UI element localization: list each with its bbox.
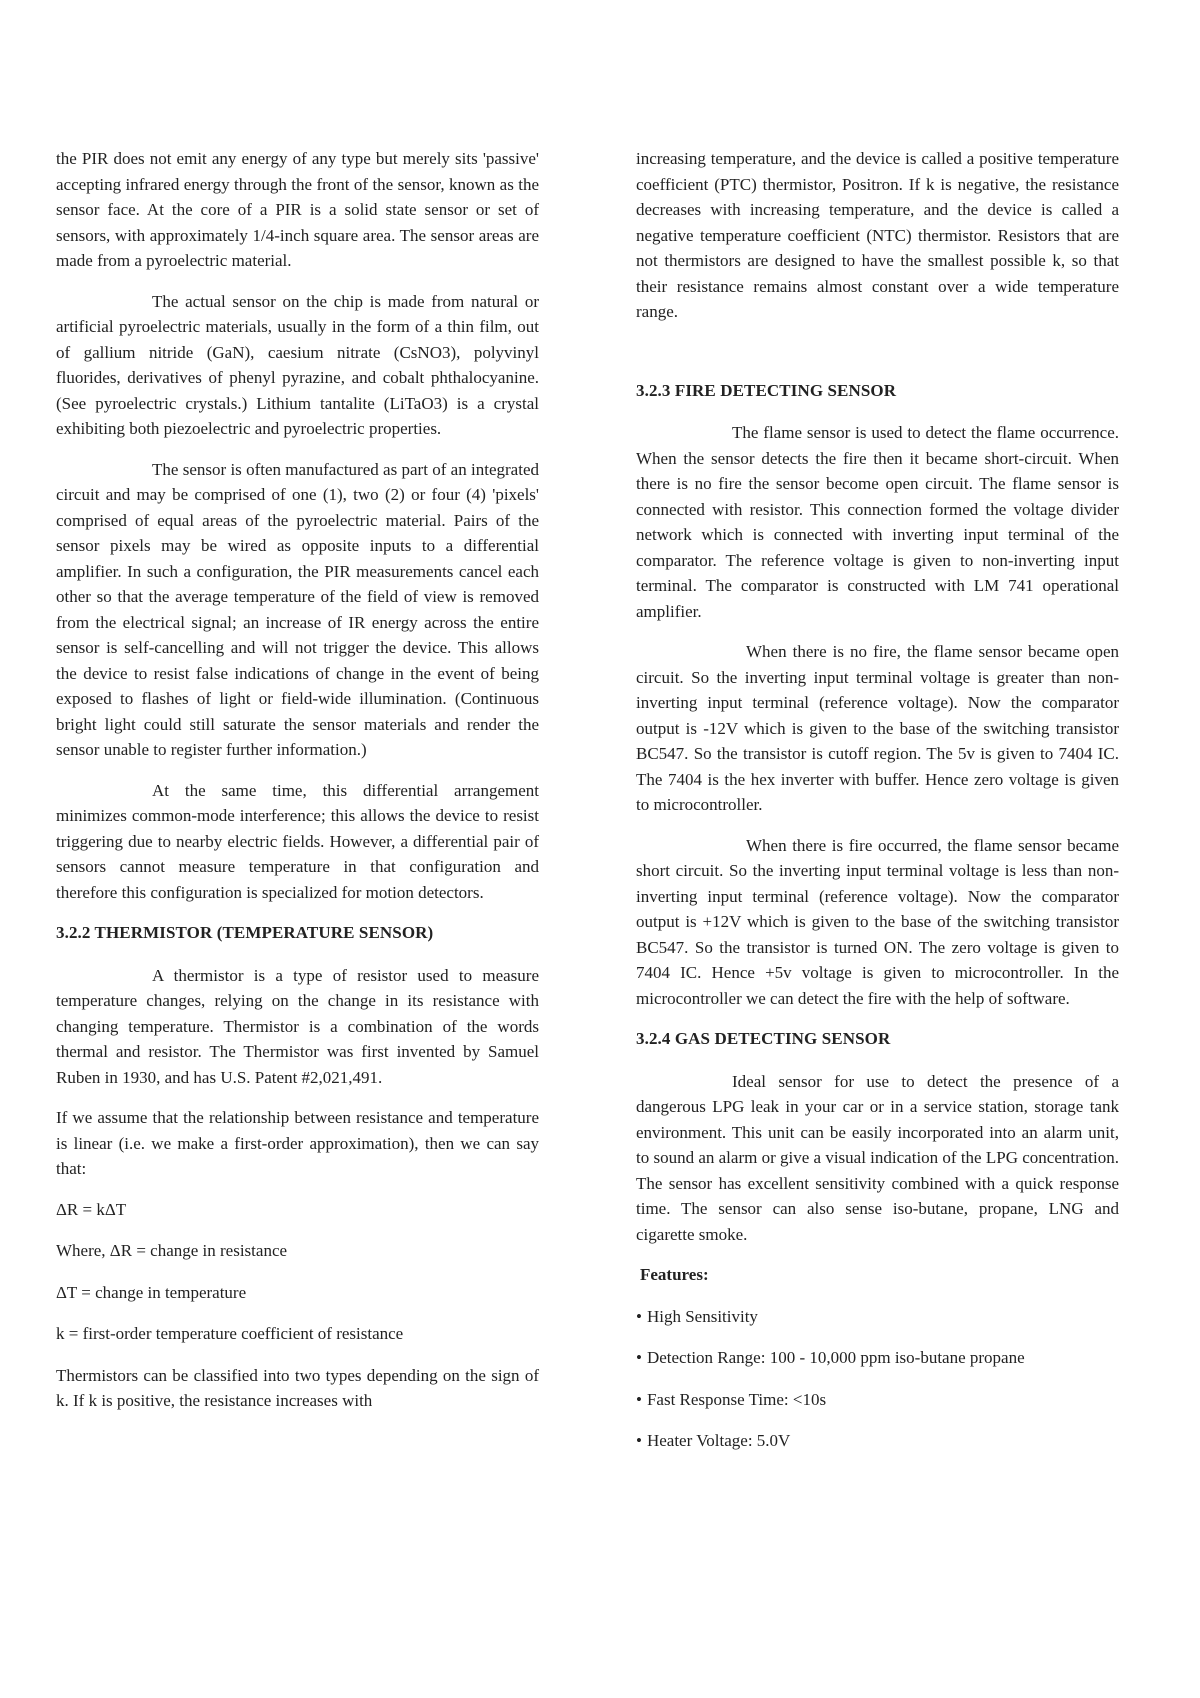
equation-delta-r: ΔR = kΔT [56,1199,127,1219]
bullet-icon: • [636,1431,642,1450]
list-item [636,1345,1119,1371]
paragraph-lpg-sensor: Ideal sensor for use to detect the presence of a dangerous LPG leak in your car or in a service station, storage tank environment. This unit can be easily incorporated into an alarm unit, to sound an alarm or give a visual indication of the LPG concentration. The sensor has excellent sensitivity combined with a quick response time. The sensor can also sense iso-butane, propane, LNG and cigarette smoke. [636,1071,1119,1244]
bullet-icon: • [636,1306,642,1326]
left-column [56,146,539,1429]
paragraph-no-fire: When there is no fire, the flame sensor became open circuit. So the inverting input terminal voltage is greater than non-inverting input terminal (reference voltage). Now the comparator output is -12V which is given to the base of the switching transistor BC547. So the transistor is cutoff region. The 5v is given to 7404 IC. The 7404 is the hex inverter with buffer. Hence zero voltage is given to microcontroller. [636,642,1119,814]
feature-label: Heater Voltage: 5.0V [646,1431,791,1450]
bullet-icon: • [636,1348,642,1367]
definition-delta-t: ΔT = change in temperature [56,1282,247,1302]
paragraph-differential-arrangement: At the same time, this differential arrangement minimizes common-mode interference; this allows the device to resist triggering due to nearby electric fields. However, a differential pair of sensors cannot measure temperature in that configuration and therefore this configuration is specialized for motion detectors. [56,780,539,902]
features-heading: Features: [640,1265,709,1284]
definition-delta-r: Where, ΔR = change in resistance [56,1241,288,1260]
paragraph-thermistor-types: Thermistors can be classified into two types depending on the sign of k. If k is positive, the resistance increases with [56,1365,539,1410]
heading-thermistor: 3.2.2 THERMISTOR (TEMPERATURE SENSOR) [56,923,434,942]
section-spacer [636,340,1119,378]
feature-label: Fast Response Time: <10s [646,1389,827,1409]
list-item [636,1428,1119,1454]
heading-fire-sensor: 3.2.3 FIRE DETECTING SENSOR [636,380,897,400]
list-item [636,1387,1119,1413]
bullet-icon: • [636,1389,642,1409]
definition-k: k = first-order temperature coefficient of resistance [56,1324,404,1343]
feature-label: Detection Range: 100 - 10,000 ppm iso-butane propane [646,1348,1025,1367]
feature-label: High Sensitivity [646,1306,758,1326]
paragraph-ptc-ntc: increasing temperature, and the device is called a positive temperature coefficient (PTC) thermistor, Positron. If k is negative, the resistance decreases with increasing temperature, and the device is called a negative temperature coefficient (NTC) thermistor. Resistors that are not thermistors are designed to have the smallest possible k, so that their resistance remains almost constant over a wide temperature range. [636,149,1119,321]
paragraph-pir-passive: the PIR does not emit any energy of any type but merely sits 'passive' accepting infrared energy through the front of the sensor, known as the sensor face. At the core of a PIR is a solid state sensor or set of sensors, with approximately 1/4-inch square area. The sensor areas are made from a pyroelectric material. [56,149,539,270]
heading-gas-sensor: 3.2.4 GAS DETECTING SENSOR [636,1029,891,1048]
list-item [636,1304,1119,1330]
paragraph-thermistor-intro: A thermistor is a type of resistor used to measure temperature changes, relying on the change in its resistance with changing temperature. Thermistor is a combination of the words thermal and resistor. The Thermistor was first invented by Samuel Ruben in 1930, and has U.S. Patent #2,021,491. [56,965,539,1087]
features-list [636,1304,1119,1454]
right-column [636,146,1119,1470]
paragraph-linear-assumption: If we assume that the relationship between resistance and temperature is linear (i.e. we make a first-order approximation), then we can say that: [56,1108,539,1178]
paragraph-pyroelectric-materials: The actual sensor on the chip is made from natural or artificial pyroelectric materials, usually in the form of a thin film, out of gallium nitride (GaN), caesium nitrate (CsNO3), polyvinyl fluorides, derivatives of phenyl pyrazine, and cobalt phthalocyanine. (See pyroelectric crystals.) Lithium tantalite (LiTaO3) is a crystal exhibiting both piezoelectric and pyroelectric properties. [56,291,539,438]
paragraph-fire-occurred: When there is fire occurred, the flame sensor became short circuit. So the inverting input terminal voltage is less than non-inverting input terminal (reference voltage). Now the comparator output is +12V which is given to the base of the switching transistor BC547. So the transistor is turned ON. The zero voltage is given to 7404 IC. Hence +5v voltage is given to microcontroller. In the microcontroller we can detect the fire with the help of software. [636,835,1119,1008]
paragraph-sensor-pixels: The sensor is often manufactured as part of an integrated circuit and may be comprised of one (1), two (2) or four (4) 'pixels' comprised of equal areas of the pyroelectric material. Pairs of the sensor pixels may be wired as opposite inputs to a differential amplifier. In such a configuration, the PIR measurements cancel each other so that the average temperature of the field of view is removed from the electrical signal; an increase of IR energy across the entire sensor is self-cancelling and will not trigger the device. This allows the device to resist false indications of change in the event of being exposed to flashes of light or field-wide illumination. (Continuous bright light could still saturate the sensor materials and render the sensor unable to register further information.) [56,459,539,759]
paragraph-flame-sensor: The flame sensor is used to detect the flame occurrence. When the sensor detects the fire then it became short-circuit. When there is no fire the sensor become open circuit. The flame sensor is connected with resistor. This connection formed the voltage divider network which is connected with inverting input terminal of the comparator. The reference voltage is given to non-inverting input terminal. The comparator is constructed with LM 741 operational amplifier. [636,423,1119,621]
